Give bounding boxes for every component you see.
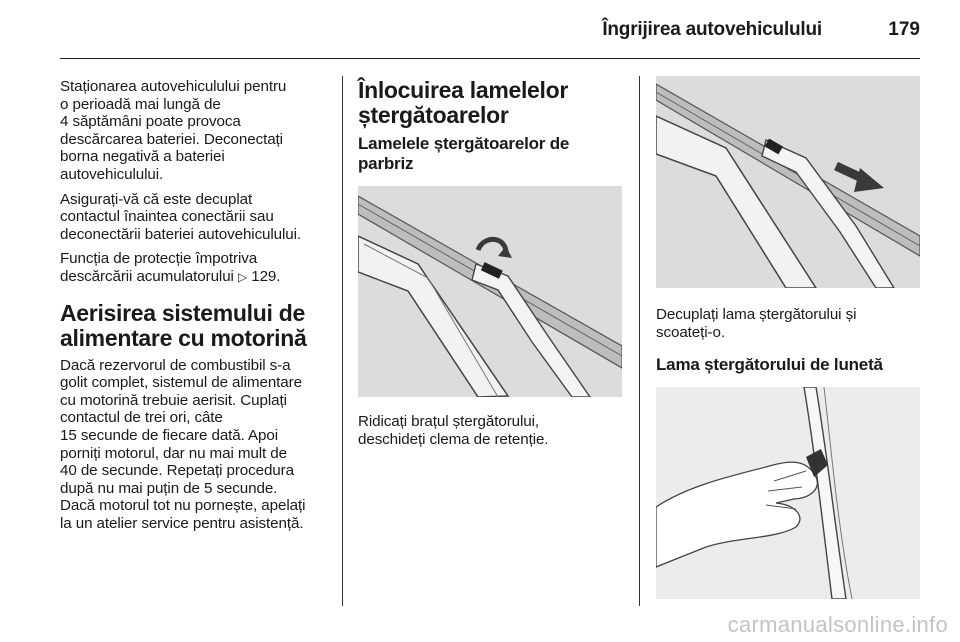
watermark: carmanualsonline.info <box>727 612 948 637</box>
ignition-off-paragraph: Asigurați-vă că este decuplat contactul înaintea conectării sau deconectării bateriei autovehiculului. <box>60 190 302 243</box>
column-right <box>656 78 920 599</box>
page-number: 179 <box>888 19 920 40</box>
wiper-arm-illustration <box>358 186 622 397</box>
windscreen-wiper-subheading: Lamelele ștergătoarelor de parbriz <box>358 134 570 173</box>
wiper-blade-removal-illustration <box>656 76 920 288</box>
discharge-protection-text: Funcția de protecție împotriva descărcării acumulatorului <box>60 250 258 285</box>
page-reference-arrow-icon: ▷ <box>237 269 248 284</box>
rear-wiper-illustration <box>656 387 920 599</box>
wiper-replacement-heading: Înlocuirea lamelelor ștergătoarelor <box>358 77 569 128</box>
column-divider <box>342 76 343 606</box>
column-left <box>60 78 330 539</box>
wiper-arm-caption: Ridicați brațul ștergătorului, deschideți clema de retenție. <box>358 413 549 448</box>
section-title: Îngrijirea autovehiculului <box>602 19 822 40</box>
column-middle <box>358 78 624 455</box>
discharge-protection-paragraph <box>60 250 330 286</box>
fuel-bleeding-paragraph: Dacă rezervorul de combustibil s-a golit complet, sistemul de alimentare cu motorină trebuie aerisit. Cuplați contactul de trei ori, câte 15 secunde de fiecare dată. Apoi porniți motorul, dar nu mai mult de 40 de secunde. Repetați procedura după nu mai puțin de 5 secunde. Dacă motorul tot nu pornește, apelați la un atelier service pentru asistență. <box>60 356 306 532</box>
battery-disconnect-paragraph: Staționarea autovehiculului pentru o perioadă mai lungă de 4 săptămâni poate provoca descărcarea bateriei. Deconectați borna negativă a bateriei autovehiculului. <box>60 78 287 183</box>
column-divider <box>639 76 640 606</box>
page-reference-link[interactable]: 129. <box>251 267 281 285</box>
wiper-blade-removal-caption: Decuplați lama ștergătorului și scoateți-o. <box>656 306 857 341</box>
page-header <box>60 0 920 59</box>
rear-wiper-subheading: Lama ștergătorului de lunetă <box>656 355 883 375</box>
fuel-bleeding-heading: Aerisirea sistemului de alimentare cu motorină <box>60 299 307 351</box>
